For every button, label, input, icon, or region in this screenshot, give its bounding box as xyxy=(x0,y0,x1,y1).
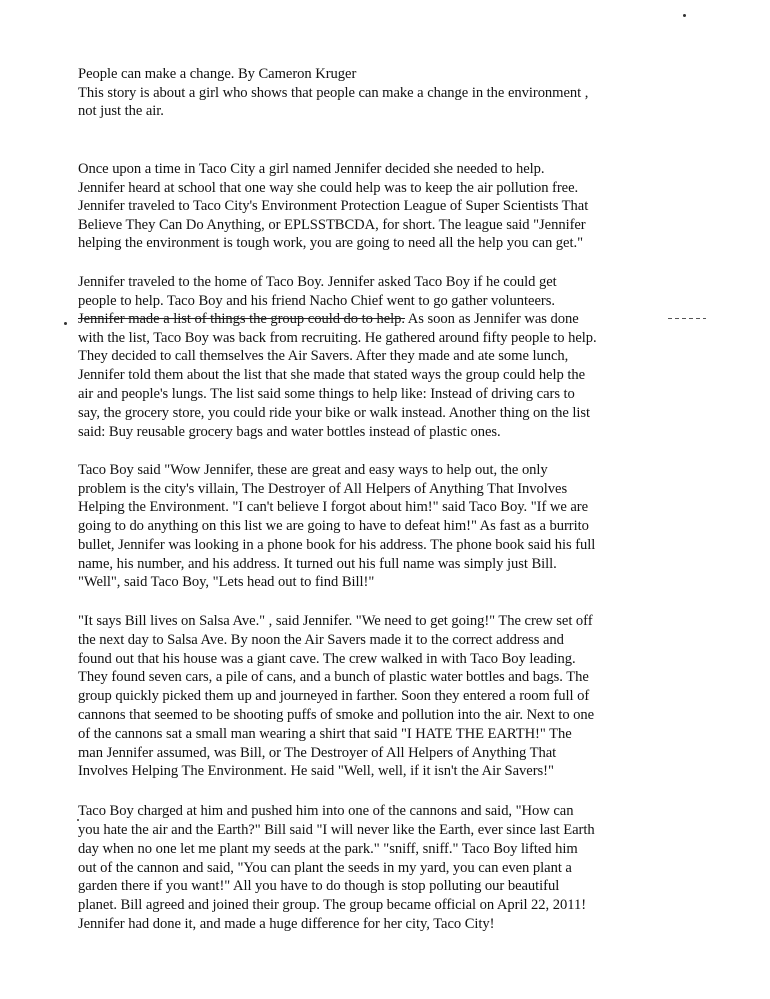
paragraph-2-line xyxy=(78,310,579,328)
paragraph-5-line: Taco Boy charged at him and pushed him into one of the cannons and said, "How can xyxy=(78,803,574,819)
paragraph-4-line: "It says Bill lives on Salsa Ave." , said Jennifer. "We need to get going!" The crew set off xyxy=(78,613,593,629)
struck-through-text: Jennifer made a list of things the group could do to help. xyxy=(78,311,406,327)
scan-stray-mark xyxy=(668,318,706,319)
paragraph-4-line: cannons that seemed to be shooting puffs of smoke and pollution into the air. Next to one xyxy=(78,707,595,723)
paragraph-5-line: garden there if you want!" All you have to do though is stop polluting our beautiful xyxy=(78,878,560,894)
scan-speck xyxy=(683,14,686,17)
paragraph-3-line: name, his number, and his address. It turned out his full name was simply just Bill. xyxy=(78,556,557,572)
paragraph-1-line: helping the environment is tough work, you are going to need all the help you can get." xyxy=(78,235,583,251)
paragraph-4-line: of the cannons sat a small man wearing a shirt that said "I HATE THE EARTH!" The xyxy=(78,726,572,742)
paragraph-2-line-continued: As soon as Jennifer was done xyxy=(405,311,579,327)
intro-line: not just the air. xyxy=(78,103,164,119)
paragraph-1-line: Believe They Can Do Anything, or EPLSSTBCDA, for short. The league said "Jennifer xyxy=(78,217,586,233)
paragraph-3-line: Helping the Environment. "I can't believe I forgot about him!" said Taco Boy. "If we are xyxy=(78,499,589,515)
paragraph-4-line: man Jennifer assumed, was Bill, or The Destroyer of All Helpers of Anything That xyxy=(78,745,557,761)
story-title-line: People can make a change. By Cameron Kruger xyxy=(78,66,357,82)
paragraph-2-line: with the list, Taco Boy was back from recruiting. He gathered around fifty people to help. xyxy=(78,330,597,346)
paragraph-3-line: going to do anything on this list we are going to have to defeat him!" As fast as a burrito xyxy=(78,518,589,534)
paragraph-2-line: air and people's lungs. The list said some things to help like: Instead of driving cars to xyxy=(78,386,575,402)
paragraph-3-line: Taco Boy said "Wow Jennifer, these are great and easy ways to help out, the only xyxy=(78,462,548,478)
paragraph-2-line: Jennifer told them about the list that she made that stated ways the group could help the xyxy=(78,367,586,383)
paragraph-2-line: people to help. Taco Boy and his friend Nacho Chief went to go gather volunteers. xyxy=(78,293,555,309)
paragraph-2-line: said: Buy reusable grocery bags and water bottles instead of plastic ones. xyxy=(78,424,501,440)
paragraph-5-line: planet. Bill agreed and joined their group. The group became official on April 22, 2011! xyxy=(78,897,586,913)
paragraph-5-line: you hate the air and the Earth?" Bill said "I will never like the Earth, ever since last Earth xyxy=(78,822,595,838)
paragraph-3-line: "Well", said Taco Boy, "Lets head out to find Bill!" xyxy=(78,574,375,590)
paragraph-5-line: Jennifer had done it, and made a huge difference for her city, Taco City! xyxy=(78,916,495,932)
paragraph-3-line: problem is the city's villain, The Destroyer of All Helpers of Anything That Involves xyxy=(78,481,568,497)
paragraph-4-line: They found seven cars, a pile of cans, and a bunch of plastic water bottles and bags. The xyxy=(78,669,589,685)
paragraph-4-line: Involves Helping The Environment. He said "Well, well, if it isn't the Air Savers!" xyxy=(78,763,554,779)
paragraph-2-line: Jennifer traveled to the home of Taco Boy. Jennifer asked Taco Boy if he could get xyxy=(78,274,557,290)
paragraph-1-line: Jennifer heard at school that one way she could help was to keep the air pollution free. xyxy=(78,180,579,196)
paragraph-3-line: bullet, Jennifer was looking in a phone book for his address. The phone book said his full xyxy=(78,537,596,553)
intro-line: This story is about a girl who shows that people can make a change in the environment , xyxy=(78,85,589,101)
paragraph-2-line: say, the grocery store, you could ride your bike or walk instead. Another thing on the list xyxy=(78,405,591,421)
paragraph-5-line: day when no one let me plant my seeds at the park." "sniff, sniff." Taco Boy lifted him xyxy=(78,841,578,857)
paragraph-4-line: group quickly picked them up and journeyed in farther. Soon they entered a room full of xyxy=(78,688,590,704)
paragraph-2-line: They decided to call themselves the Air Savers. After they made and ate some lunch, xyxy=(78,348,569,364)
paragraph-1-line: Once upon a time in Taco City a girl named Jennifer decided she needed to help. xyxy=(78,161,545,177)
scan-speck xyxy=(64,322,67,325)
paragraph-4-line: the next day to Salsa Ave. By noon the Air Savers made it to the correct address and xyxy=(78,632,564,648)
paragraph-1-line: Jennifer traveled to Taco City's Environment Protection League of Super Scientists That xyxy=(78,198,589,214)
paragraph-4-line: found out that his house was a giant cave. The crew walked in with Taco Boy leading. xyxy=(78,651,576,667)
paragraph-5-line: out of the cannon and said, "You can plant the seeds in my yard, you can even plant a xyxy=(78,860,572,876)
